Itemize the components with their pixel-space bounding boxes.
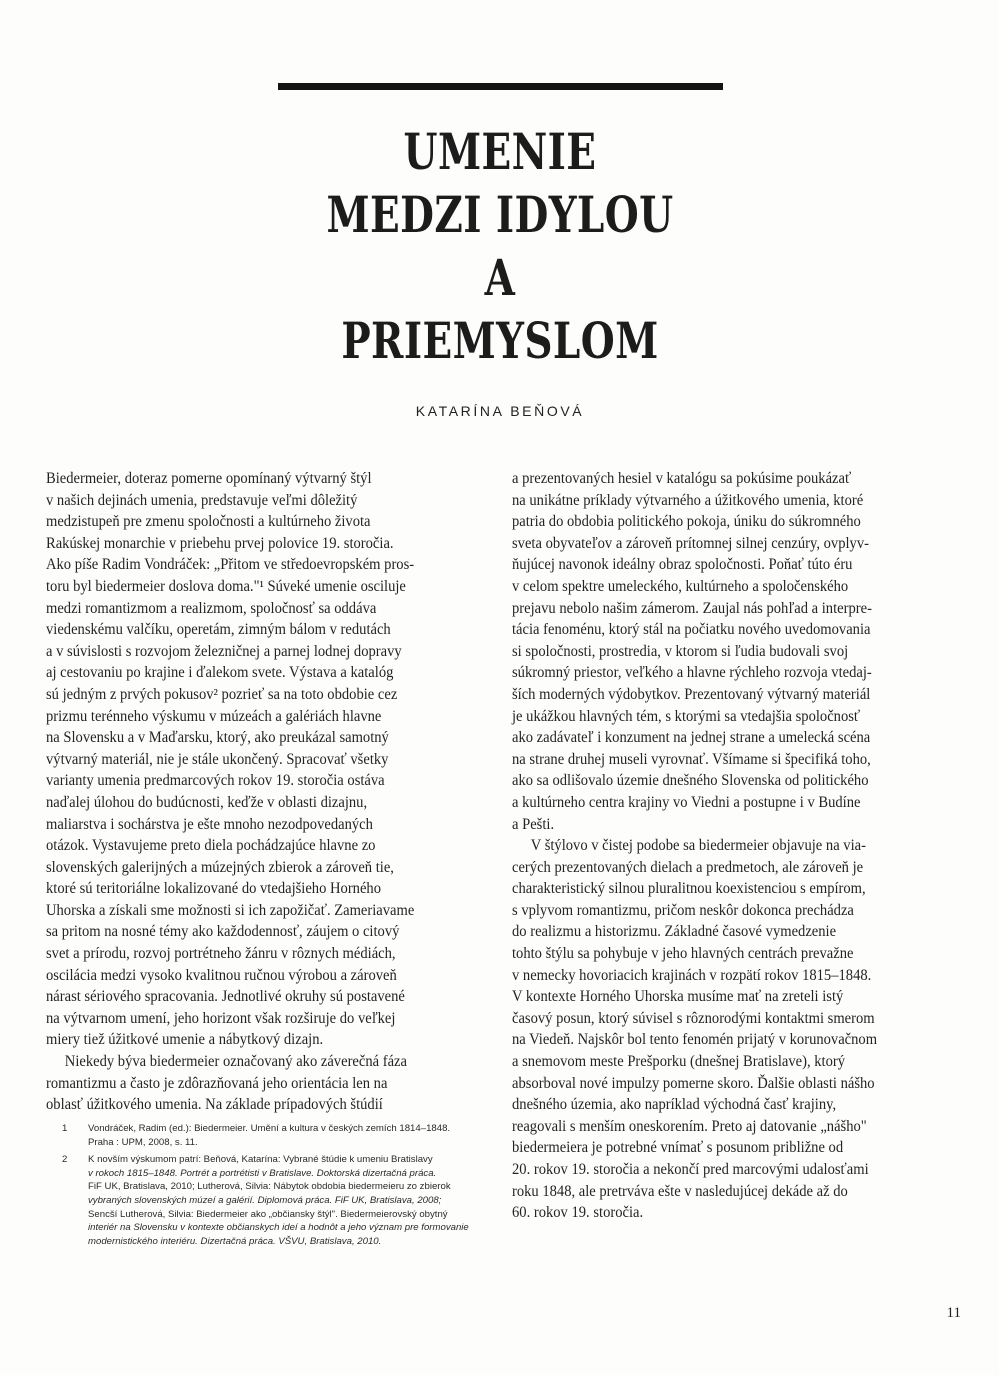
text-line: biedermeiera je potrebné vnímať s posunom približne od	[512, 1139, 844, 1157]
text-line: na Viedeň. Najskôr bol tento fenomén prijatý v korunovačnom	[512, 1031, 878, 1049]
text-line: reagovali s menším oneskorením. Preto aj datovanie „nášho"	[512, 1117, 867, 1135]
text-line: charakteristický silnou pluralitnou koexistenciou s empírom,	[512, 880, 866, 898]
title-line: MEDZI IDYLOU	[326, 185, 674, 244]
text-line: na Slovensku a v Maďarsku, ktorý, ako preukázal samotný	[46, 729, 389, 747]
text-line: a kultúrneho centra krajiny vo Viedni a postupne i v Budíne	[512, 793, 861, 811]
footnotes	[62, 1122, 532, 1252]
text-line: Rakúskej monarchie v priebehu prvej polovice 19. storočia.	[46, 534, 394, 552]
text-line: slovenských galerijných a múzejných zbierok a zároveň tie,	[46, 858, 394, 876]
article-title	[266, 120, 734, 372]
text-line: v nemecky hovoriacich krajinách v rozpätí rokov 1815–1848.	[512, 966, 872, 984]
text-line: Ako píše Radim Vondráček: „Přitom ve středoevropském pros-	[46, 556, 415, 574]
text-line: ktoré sú teritoriálne lokalizované do vtedajšieho Horného	[46, 880, 382, 898]
text-line: sa pritom na nosné témy ako každodennosť, záujem o citový	[46, 923, 400, 941]
text-line: oscilácia medzi vysoko kvalitnou ručnou výrobou a zároveň	[46, 966, 397, 984]
text-line: a prezentovaných hesiel v katalógu sa pokúsime poukázať	[512, 470, 852, 487]
footnote-line: v rokoch 1815–1848. Portrét a portrétisti v Bratislave. Doktorská dizertačná práca.	[88, 1167, 437, 1179]
text-line: na výtvarnom umení, jeho horizont však rozširuje do veľkej	[46, 1009, 396, 1027]
text-line: Biedermeier, doteraz pomerne opomínaný výtvarný štýl	[46, 470, 372, 487]
title-rule	[278, 83, 723, 90]
text-line: súkromný priestor, veľkého a hlavne rýchleho rozvoja vtedaj-	[512, 664, 872, 682]
text-line: časový posun, ktorý súvisel s rôznorodými kontaktmi smerom	[512, 1009, 875, 1027]
title-line: UMENIE	[403, 122, 597, 181]
footnote-line: interiér na Slovensku v kontexte občianskych ideí a hodnôt a jeho význam pre formovanie	[88, 1222, 469, 1234]
text-line: cerých prezentovaných dielach a predmetoch, ale zároveň je	[512, 858, 864, 876]
text-line: Uhorska a získali sme možnosti si ich zapožičať. Zameriavame	[46, 901, 415, 919]
text-line: otázok. Vystavujeme preto diela pochádzajúce hlavne zo	[46, 837, 376, 855]
text-line: ších moderných výdobytkov. Prezentovaný výtvarný materiál	[512, 685, 871, 703]
page-number: 11	[946, 1305, 961, 1321]
text-line: s vplyvom romantizmu, pričom neskôr dokonca prechádza	[512, 901, 854, 919]
text-line: do realizmu a historizmu. Základné časové vymedzenie	[512, 923, 837, 941]
text-line: medzi romantizmom a realizmom, spoločnosť sa oddáva	[46, 599, 377, 617]
footnote-line: Praha : UPM, 2008, s. 11.	[88, 1136, 198, 1148]
text-line: výtvarný materiál, nie je stále ukončený. Spracovať všetky	[46, 750, 389, 768]
text-line: tácia fenoménu, ktorý stál na počiatku nového uvedomovania	[512, 621, 871, 639]
text-line: ako zadávateľ i konzument na jednej strane a umelecká scéna	[512, 729, 871, 747]
text-line: varianty umenia predmarcových rokov 19. storočia ostáva	[46, 772, 385, 790]
text-line: maliarstva i sochárstva je ešte mnoho nezodpovedaných	[46, 815, 373, 833]
text-line: absorboval nové impulzy pomerne skoro. Ďalšie oblasti nášho	[512, 1074, 875, 1092]
text-line: 60. rokov 19. storočia.	[512, 1204, 644, 1222]
title-line: PRIEMYSLOM	[341, 311, 659, 370]
text-line: oblasť úžitkového umenia. Na základe prípadových štúdií	[46, 1096, 383, 1114]
text-line: patria do obdobia politického pokoja, úniku do súkromného	[512, 513, 861, 531]
footnote-line: modernistického interiéru. Dizertačná práca. VŠVU, Bratislava, 2010.	[88, 1235, 382, 1247]
text-line: ňujúcej navonok ideálny obraz spoločnosti. Poňať túto éru	[512, 556, 853, 574]
text-line: a v súvislosti s rozvojom železničnej a parnej lodnej dopravy	[46, 642, 402, 660]
text-line: na strane druhej museli vyrovnať. Všímame si špecifiká toho,	[512, 750, 871, 768]
text-line: V kontexte Horného Uhorska musíme mať na zreteli istý	[512, 988, 844, 1006]
text-line: medzistupeň pre zmenu spoločnosti a kultúrneho života	[46, 513, 371, 531]
text-line: roku 1848, ale pretrváva ešte v nasledujúcej dekáde až do	[512, 1182, 848, 1200]
text-line: aj cestovaniu po krajine i ďalekom svete. Výstava a katalóg	[46, 664, 394, 682]
text-line: si spoločnosti, prostredia, v ktorom si ľudia budovali svoj	[512, 642, 849, 660]
footnote-line: Sencší Lutherová, Silvia: Biedermeier ako „občiansky štýl". Biedermeierovský obytný	[88, 1208, 448, 1220]
footnote-line: Vondráček, Radim (ed.): Biedermeier. Umění a kultura v českých zemích 1814–1848.	[88, 1123, 451, 1134]
text-line: v našich dejinách umenia, predstavuje veľmi dôležitý	[46, 491, 358, 509]
footnote	[62, 1122, 532, 1149]
text-line: svet a prírodu, rozvoj portrétneho žánru v rôznych médiách,	[46, 945, 396, 963]
text-line: je ukážkou hlavných tém, s ktorými sa vtedajšia spoločnosť	[512, 707, 861, 725]
text-line: romantizmu a často je zdôrazňovaná jeho orientácia len na	[46, 1074, 388, 1092]
text-line: toru byl biedermeier doslova doma."¹ Súveké umenie osciluje	[46, 577, 406, 595]
text-line: prizmu terénneho výskumu v múzeách a galériách hlavne	[46, 707, 382, 725]
text-line: miery tiež úžitkové umenie a nábytkový dizajn.	[46, 1031, 324, 1049]
text-line: a snemovom meste Prešporku (dnešnej Bratislave), ktorý	[512, 1053, 846, 1071]
footnote-line: K novším výskumom patrí: Beňová, Katarína: Vybrané štúdie k umeniu Bratislavy	[88, 1154, 433, 1166]
footnote	[62, 1153, 532, 1248]
text-line: v celom spektre umeleckého, kultúrneho a spoločenského	[512, 577, 849, 595]
text-line: na unikátne príklady výtvarného a úžitkového umenia, ktoré	[512, 491, 864, 509]
left-text-column	[46, 468, 467, 1116]
text-line: ako sa odlišovalo územie dnešného Slovenska od politického	[512, 772, 869, 790]
text-line: a Pešti.	[512, 815, 555, 833]
text-line: Niekedy býva biedermeier označovaný ako záverečná fáza	[64, 1053, 408, 1071]
text-line: tohto štýlu sa pohybuje v jeho hlavných centrách prevažne	[512, 945, 854, 963]
text-line: dnešného územia, ako napríklad východná časť krajiny,	[512, 1096, 837, 1114]
text-line: sú jedným z prvých pokusov² pozrieť sa na toto obdobie cez	[46, 685, 398, 703]
text-line: prejavu nebolo našim zámerom. Zaujal nás pohľad a interpre-	[512, 599, 872, 617]
text-line: 20. rokov 19. storočia a nekončí pred marcovými udalosťami	[512, 1161, 869, 1178]
footnote-line: vybraných slovenských múzeí a galérií. Diplomová práca. FiF UK, Bratislava, 2008;	[88, 1194, 442, 1206]
text-line: V štýlovo v čistej podobe sa biedermeier objavuje na via-	[530, 837, 866, 855]
text-line: nárast sériového spracovania. Jednotlivé okruhy sú postavené	[46, 988, 405, 1006]
footnote-line: FiF UK, Bratislava, 2010; Lutherová, Silvia: Nábytok obdobia biedermeieru zo zbierok	[88, 1181, 451, 1193]
text-line: sveta obyvateľov a zároveň prítomnej silnej cenzúry, ovplyv-	[512, 534, 869, 552]
right-text-column	[512, 468, 940, 1224]
article-author: KATARÍNA BEŇOVÁ	[415, 403, 585, 419]
footnote-number: 1	[62, 1123, 68, 1134]
footnote-number: 2	[62, 1154, 68, 1166]
title-line: A	[484, 248, 516, 307]
text-line: viedenskému valčíku, operetám, zimným bálom v redutách	[46, 621, 391, 639]
text-line: naďalej úlohou do budúcnosti, keďže v oblasti dizajnu,	[46, 793, 368, 811]
